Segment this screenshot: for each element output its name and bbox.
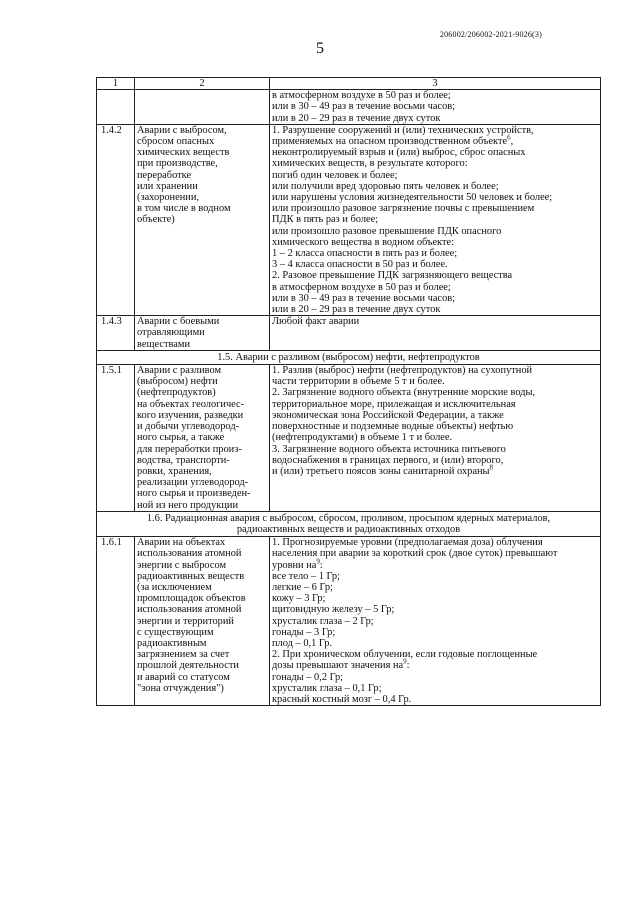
emergency-type-line: веществами [137,338,190,350]
emergency-type-line: Аварии с боевыми [137,316,220,328]
table-row [97,90,601,125]
criteria-line: или в 30 – 49 раз в течение восьми часов; [272,101,456,113]
section-title [97,350,601,364]
criteria-line: щитовидную железу – 5 Гр; [272,604,395,616]
emergency-type-line: (за исключением [137,581,212,593]
emergency-type-line: химических веществ [137,147,230,159]
table-header-row [97,78,601,90]
emergency-type-cell [135,316,270,351]
footnote-ref: 8 [489,463,494,472]
criteria-line: 3. Загрязнение водного объекта источника питьевого [272,443,506,455]
criteria-line: гонады – 3 Гр; [272,626,336,638]
emergency-type-line: использования атомной [137,548,242,560]
table-row [97,365,601,512]
criteria-line: 2. При хроническом облучении, если годовые поглощенные [272,649,538,661]
criteria-line: гонады – 0,2 Гр; [272,671,344,683]
emergency-type-line: Аварии с разливом [137,365,222,377]
criteria-line: ПДК в пять раз и более; [272,214,379,226]
table-row [97,316,601,351]
row-number: 1.6.1 [97,537,135,706]
emergency-type-line: прошлой деятельности [137,660,239,672]
criteria-line: применяемых на опасном производственном объекте$^6$, [272,133,514,148]
emergency-type-line: ной из него продукции [137,499,239,511]
emergency-type-line: переработке [137,169,192,181]
criteria-line: 3 – 4 класса опасности в 50 раз и более. [272,259,448,271]
emergency-type-line: и аварий со статусом [137,671,230,683]
criteria-line: 1 – 2 класса опасности в пять раз и более; [272,248,458,260]
criteria-line: или в 20 – 29 раз в течение двух суток [272,112,441,124]
criteria-line: экономическая зона Российской Федерации, а также [272,409,504,421]
emergency-type-line: или хранении [137,180,198,192]
emergency-type-line: ного сырья, а также [137,432,225,444]
criteria-line: 1. Разлив (выброс) нефти (нефтепродуктов) на сухопутной [272,365,533,377]
emergency-type-line: водства, транспорти- [137,454,230,466]
emergency-type-line: при производстве, [137,158,218,170]
emergency-type-line: (захоронении, [137,192,200,204]
criteria-line: или в 30 – 49 раз в течение восьми часов; [272,292,456,304]
page-number: 5 [316,40,324,57]
criteria-line: все тело – 1 Гр; [272,570,340,582]
table-row [97,537,601,706]
criteria-cell [270,90,601,125]
criteria-line: неконтролируемый взрыв и (или) выброс, сброс опасных [272,147,526,159]
row-number [97,90,135,125]
section-header-row [97,350,601,364]
emergency-type-line: Аварии с выбросом, [137,124,227,136]
criteria-line: плод – 0,1 Гр. [272,637,333,649]
criteria-line: дозы превышают значения $на^9$: [272,657,410,672]
criteria-line: хрусталик глаза – 2 Гр; [272,615,374,627]
section-title-line: 1.5. Аварии с разливом (выбросом) нефти, нефтепродуктов [217,351,480,363]
criteria-line: населения при аварии за короткий срок (двое суток) превышают [272,548,558,560]
criteria-line: Любой факт аварии [272,316,360,328]
criteria-line: или получили вред здоровью пять человек и более; [272,180,499,192]
criteria-line: химических веществ, в результате которого: [272,158,468,170]
criteria-line: или в 20 – 29 раз в течение двух суток [272,304,441,316]
emergency-type-line: в том числе в водном [137,203,231,215]
criteria-line: химического вещества в водном объекте: [272,236,454,248]
criteria-line: 2. Разовое превышение ПДК загрязняющего вещества [272,270,513,282]
row-number: 1.5.1 [97,365,135,512]
emergency-type-line: кого изучения, разведки [137,409,244,421]
criteria-line: поверхностные и подземные водные объекты) нефтью [272,421,514,433]
emergency-type-line: с существующим [137,626,214,638]
emergency-type-line: использования атомной [137,604,242,616]
emergency-type-line: (выбросом) нефти [137,376,218,388]
criteria-line: 1. Разрушение сооружений и (или) технических устройств, [272,124,534,136]
column-header-2: 2 [135,78,270,90]
criteria-line: хрусталик глаза – 0,1 Гр; [272,682,382,694]
emergency-type-cell [135,90,270,125]
criteria-table [96,77,601,706]
emergency-type-line: энергии с выбросом [137,559,227,571]
criteria-cell [270,365,601,512]
criteria-line: 1. Прогнозируемые уровни (предполагаемая доза) облучения [272,537,543,549]
emergency-type-line: ровки, хранения, [137,465,212,477]
criteria-line: 2. Загрязнение водного объекта (внутренние морские воды, [272,387,536,399]
emergency-type-line: загрязнением за счет [137,649,230,661]
emergency-type-line: и добычи углеводород- [137,421,240,433]
emergency-type-cell [135,124,270,315]
footnote-ref: 9 [403,657,407,666]
criteria-line: легкие – 6 Гр; [272,581,333,593]
emergency-type-line: энергии и территорий [137,615,234,627]
footnote-ref: 9 [316,557,320,566]
criteria-cell [270,537,601,706]
emergency-type-line: радиоактивных веществ [137,570,245,582]
emergency-type-line: на объектах геологичес- [137,398,245,410]
section-title-line: радиоактивных веществ и радиоактивных отходов [236,523,461,535]
column-header-1: 1 [97,78,135,90]
emergency-type-line: ного сырья и произведен- [137,488,251,500]
criteria-line: (нефтепродуктами) в объеме 1 т и более. [272,432,453,444]
criteria-line: или произошло разовое загрязнение почвы с превышением [272,203,535,215]
criteria-line: и (или) третьего поясов зоны санитарной охраны$^8$ [272,463,494,477]
criteria-line: кожу – 3 Гр; [272,593,326,605]
emergency-type-line: реализации углеводород- [137,477,249,489]
emergency-type-cell [135,537,270,706]
section-header-row [97,511,601,536]
emergency-type-line: промплощадок объектов [137,593,246,605]
criteria-line: или произошло разовое превышение ПДК опасного [272,225,502,237]
criteria-line: в атмосферном воздухе в 50 раз и более; [272,281,451,293]
row-number: 1.4.2 [97,124,135,315]
footnote-ref: 6 [507,133,511,142]
criteria-line: в атмосферном воздухе в 50 раз и более; [272,90,451,102]
criteria-cell [270,316,601,351]
criteria-line: части территории в объеме 5 т и более. [272,376,445,388]
criteria-line: красный костный мозг – 0,4 Гр. [272,693,412,705]
emergency-type-line: сбросом опасных [137,136,215,148]
criteria-line: уровни $на^9$: [272,557,323,571]
criteria-line: погиб один человек и более; [272,169,398,181]
emergency-type-line: Аварии на объектах [137,537,226,549]
emergency-type-line: объекте) [137,214,175,226]
emergency-type-cell [135,365,270,512]
criteria-cell [270,124,601,315]
section-title-line: 1.6. Радиационная авария с выбросом, сбросом, проливом, просыпом ядерных материалов, [146,512,551,524]
criteria-line: или нарушены условия жизнедеятельности 50 человек и более; [272,192,553,204]
emergency-type-line: (нефтепродуктов) [137,387,216,399]
table-row [97,124,601,315]
criteria-line: водоснабжения в границах первого, и (или) второго, [272,454,504,466]
row-number: 1.4.3 [97,316,135,351]
emergency-type-line: для переработки произ- [137,443,242,455]
emergency-type-line: отравляющими [137,327,205,339]
section-title [97,511,601,536]
criteria-line: территориальное море, прилежащая и исключительная [272,398,516,410]
document-id: 206002/206002-2021-9026(3) [439,30,542,39]
column-header-3: 3 [270,78,601,90]
emergency-type-line: радиоактивным [137,637,207,649]
emergency-type-line: "зона отчуждения") [137,682,224,694]
